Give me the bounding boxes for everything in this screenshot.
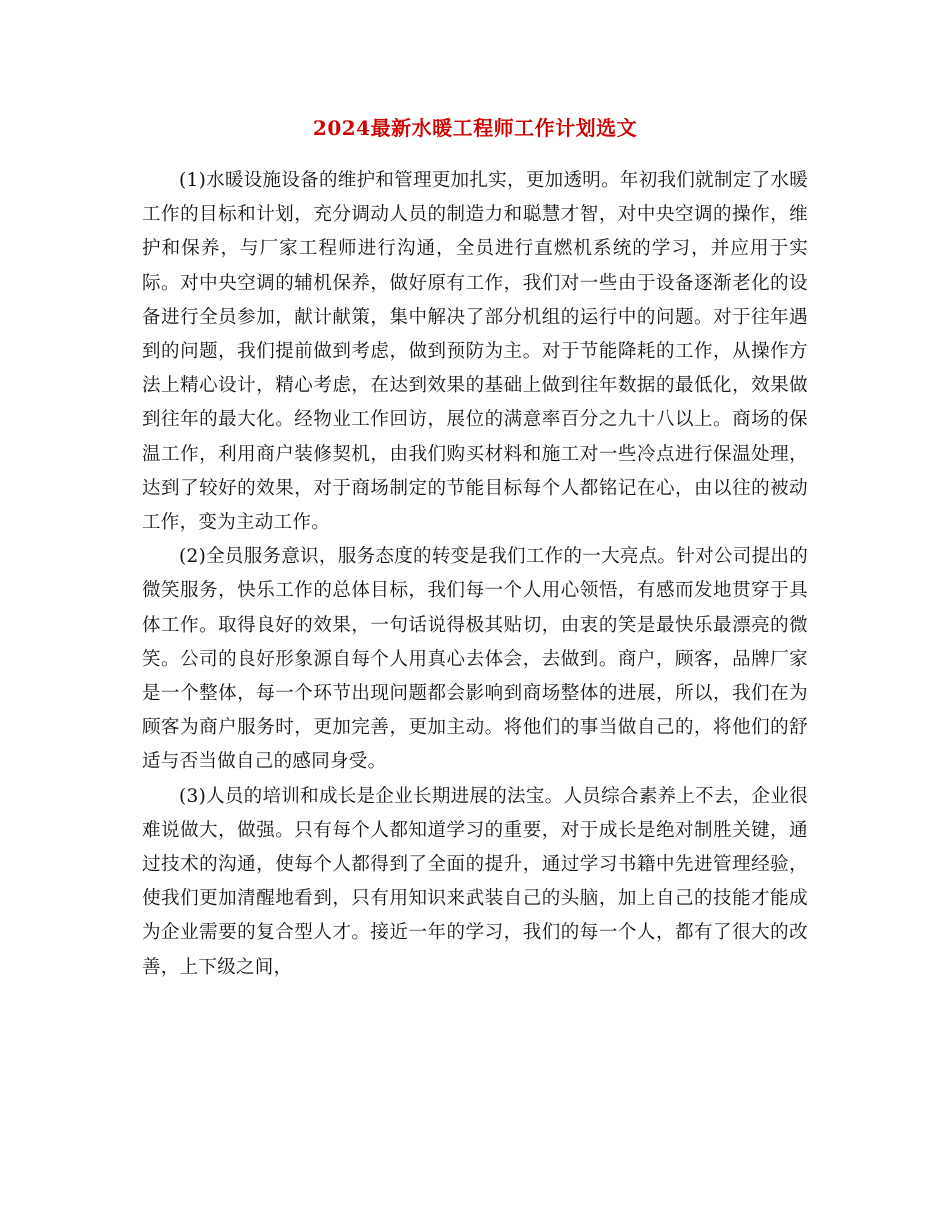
paragraph-2: (2)全员服务意识，服务态度的转变是我们工作的一大亮点。针对公司提出的微笑服务，快乐工作的总体目标，我们每一个人用心领悟，有感而发地贯穿于具体工作。取得良好的效果，一句话说得极其贴切，由衷的笑是最快乐最漂亮的微笑。公司的良好形象源自每个人用真心去体会，去做到。商户，顾客，品牌厂家是一个整体，每一个环节出现问题都会影响到商场整体的进展，所以，我们在为顾客为商户服务时，更加完善，更加主动。将他们的事当做自己的，将他们的舒适与否当做自己的感同身受。 <box>142 546 808 773</box>
paragraph-1: (1)水暖设施设备的维护和管理更加扎实，更加透明。年初我们就制定了水暖工作的目标和计划，充分调动人员的制造力和聪慧才智，对中央空调的操作，维护和保养，与厂家工程师进行沟通，全员进行直燃机系统的学习，并应用于实际。对中央空调的辅机保养，做好原有工作，我们对一些由于设备逐渐老化的设备进行全员参加，献计献策，集中解决了部分机组的运行中的问题。对于往年遇到的问题，我们提前做到考虑，做到预防为主。对于节能降耗的工作，从操作方法上精心设计，精心考虑，在达到效果的基础上做到往年数据的最低化，效果做到往年的最大化。经物业工作回访，展位的满意率百分之九十八以上。商场的保温工作，利用商户装修契机，由我们购买材料和施工对一些冷点进行保温处理，达到了较好的效果，对于商场制定的节能目标每个人都铭记在心，由以往的被动工作，变为主动工作。 <box>142 170 808 534</box>
paragraph-3: (3)人员的培训和成长是企业长期进展的法宝。人员综合素养上不去，企业很难说做大，做强。只有每个人都知道学习的重要，对于成长是绝对制胜关键，通过技术的沟通，使每个人都得到了全面的提升，通过学习书籍中先进管理经验，使我们更加清醒地看到，只有用知识来武装自己的头脑，加上自己的技能才能成为企业需要的复合型人才。接近一年的学习，我们的每一个人，都有了很大的改善，上下级之间， <box>142 785 808 978</box>
document-title: 2024最新水暖工程师工作计划选文 <box>312 116 638 140</box>
